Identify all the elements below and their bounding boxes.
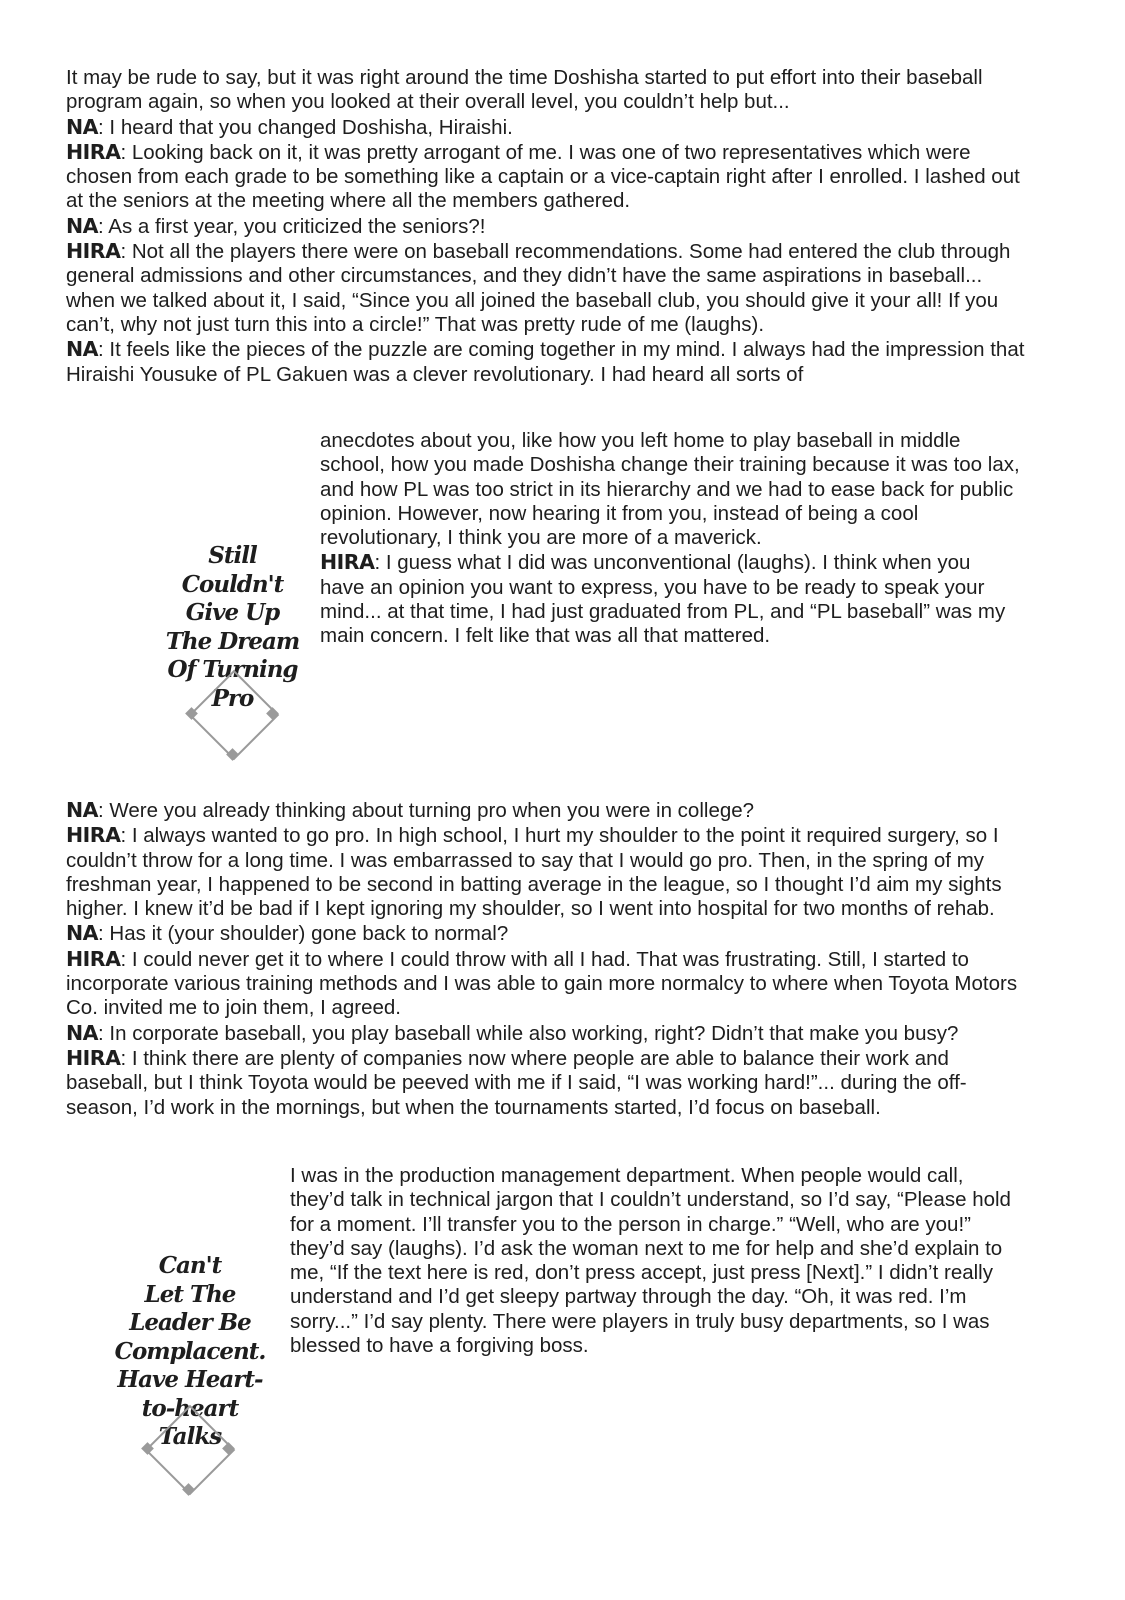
paragraph [66,1046,1026,1120]
paragraph [66,115,1026,140]
paragraph-text: : I always wanted to go pro. In high school, I hurt my shoulder to the point it required surgery, so I couldn’t throw for a long time. I was embarrassed to say that I would go pro. Then, in the spring of my freshman year, I happened to be second in batting average in the league, so I thought I’d aim my sights higher. I knew it’d be bad if I kept ignoring my shoulder, so I went into hospital for two months of rehab. [66,824,1002,921]
paragraph-text: anecdotes about you, like how you left home to play baseball in middle school, how you made Doshisha change their training because it was too lax, and how PL was too strict in its hierarchy and we had to ease back for public opinion. However, now hearing it from you, instead of being a cool revolutionary, I think you are more of a maverick. [320,429,1020,550]
speaker-label: HIRA [66,239,121,264]
paragraph-text: : I guess what I did was unconventional (laughs). I think when you have an opinion you want to express, you have to be ready to speak your mind... at that time, I had just graduated from PL, and “PL baseball” was my main concern. I felt like that was all that mattered. [320,551,1006,648]
paragraph-text: : I heard that you changed Doshisha, Hiraishi. [98,115,513,139]
interview-section-mid [320,428,1020,649]
speaker-label: NA [66,114,99,139]
sidebar-line: Complacent. [114,1337,266,1365]
speaker-label: HIRA [320,550,375,575]
paragraph-text: : Looking back on it, it was pretty arrogant of me. I was one of two representatives which were chosen from each grade to be something like a captain or a vice-captain right after I enrolled. I lashed out at the seniors at the meeting where all the members gathered. [66,140,1020,213]
paragraph-text: : Were you already thinking about turning pro when you were in college? [98,799,755,822]
sidebar-line: Leader Be [129,1309,251,1336]
paragraph [66,214,1026,239]
sidebar-line: Give Up [185,599,280,626]
speaker-label: NA [66,798,99,822]
sidebar-line: Can't [158,1252,222,1279]
paragraph [66,65,1026,115]
paragraph-text: : Not all the players there were on baseball recommendations. Some had entered the club through general admissions and other circumstances, and they didn’t have the same aspirations in baseball... when we talked about it, I said, “Since you all joined the baseball club, you should give it your all! If you can’t, why not just turn this into a circle!” That was pretty rude of me (laughs). [66,240,1011,336]
paragraph-text: I was in the production management department. When people would call, they’d talk in technical jargon that I couldn’t understand, so I’d say, “Please hold for a moment. I’ll transfer you to the person in charge.” “Well, who are you!” they’d say (laughs). I’d ask the woman next to me for help and she’d explain to me, “If the text here is red, don’t press accept, just press [Next].” I didn’t really understand and I’d get sleepy partway through the day. “Oh, it was red. I’m sorry...” I’d say plenty. There were players in truly busy departments, so I was blessed to have a forgiving boss. [290,1164,1011,1358]
speaker-label: HIRA [66,823,121,848]
sidebar-line: Of Turning [167,656,298,683]
paragraph [66,239,1026,337]
speaker-label: NA [66,213,99,238]
sidebar-line: Still [208,542,257,569]
speaker-label: NA [66,337,99,362]
paragraph [66,921,1026,946]
paragraph [66,823,1026,921]
paragraph [290,1163,1015,1358]
paragraph [66,798,1026,823]
speaker-label: HIRA [66,1045,121,1070]
sidebar-line: The Dream [165,627,300,655]
interview-section-top [66,65,1026,387]
speaker-label: HIRA [66,139,121,164]
paragraph [320,550,1020,648]
paragraph-text: : In corporate baseball, you play baseball while also working, right? Didn’t that make you busy? [98,1021,959,1045]
paragraph [320,428,1020,550]
paragraph [66,337,1026,387]
paragraph [66,140,1026,214]
sidebar-line: Pro [211,684,254,712]
speaker-label: HIRA [66,946,121,971]
paragraph-text: : I think there are plenty of companies now where people are able to balance their work and baseball, but I think Toyota would be peeved with me if I said, “I was working hard!”... during the off-season, I’d work in the mornings, but when the tournaments started, I’d focus on baseball. [66,1046,967,1119]
speaker-label: NA [66,921,99,946]
sidebar-line: Let The [144,1280,236,1308]
speaker-label: NA [66,1020,99,1045]
sidebar-line: Couldn't [181,570,284,598]
paragraph-text: : As a first year, you criticized the seniors?! [98,214,486,238]
sidebar-line: to-heart [141,1394,239,1422]
sidebar-line: Talks [158,1423,222,1450]
paragraph-text: It may be rude to say, but it was right around the time Doshisha started to put effort into their baseball program again, so when you looked at their overall level, you couldn’t help but... [66,66,983,114]
paragraph-text: : Has it (your shoulder) gone back to normal? [98,922,509,946]
sidebar-line: Have Heart- [117,1366,263,1393]
interview-section-bottom [66,798,1026,1120]
paragraph [66,947,1026,1021]
paragraph-text: : I could never get it to where I could throw with all I had. That was frustrating. Still, I started to incorporate various training methods and I was able to gain more normalcy to where when Toyota Motors Co. invited me to join them, I agreed. [66,947,1018,1020]
interview-section-last [290,1163,1015,1358]
paragraph-text: : It feels like the pieces of the puzzle are coming together in my mind. I always had the impression that Hiraishi Yousuke of PL Gakuen was a clever revolutionary. I had heard all sorts of [66,338,1025,386]
paragraph [66,1021,1026,1046]
